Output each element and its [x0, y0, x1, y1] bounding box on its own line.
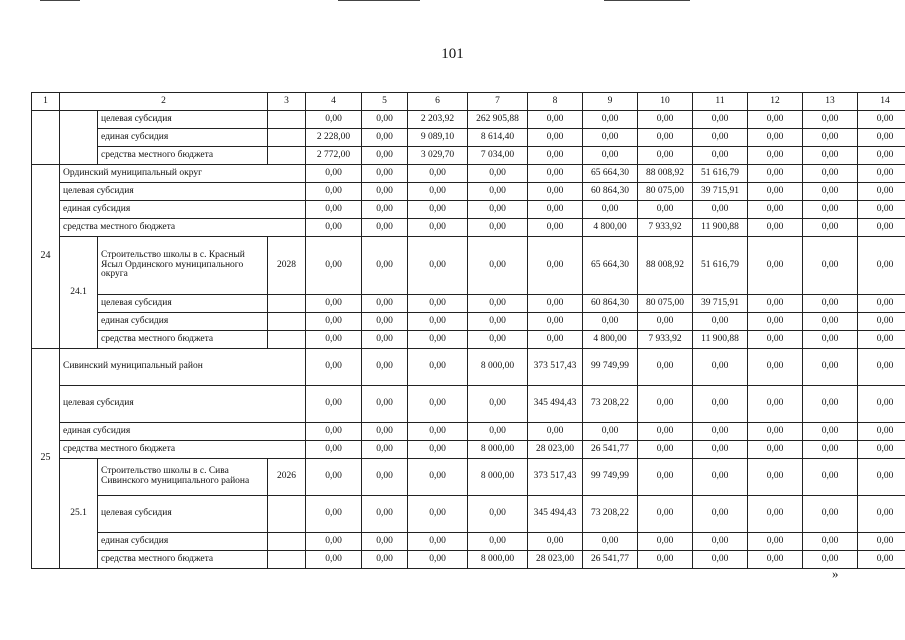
table-row [32, 237, 905, 295]
value-cell: 0,00 [362, 533, 408, 551]
value-cell: 26 541,77 [583, 551, 638, 569]
value-cell: 0,00 [408, 533, 468, 551]
value-cell: 0,00 [693, 441, 748, 459]
table-row [32, 313, 905, 331]
year-cell [268, 331, 306, 349]
header-cell: 12 [748, 93, 803, 111]
value-cell: 0,00 [408, 295, 468, 313]
value-cell: 39 715,91 [693, 183, 748, 201]
value-cell: 0,00 [528, 533, 583, 551]
value-cell: 0,00 [408, 219, 468, 237]
value-cell: 0,00 [362, 441, 408, 459]
value-cell: 0,00 [858, 237, 905, 295]
year-cell [268, 147, 306, 165]
value-cell: 0,00 [748, 295, 803, 313]
value-cell: 28 023,00 [528, 551, 583, 569]
table-row [32, 459, 905, 496]
value-cell: 7 933,92 [638, 219, 693, 237]
value-cell: 0,00 [306, 349, 362, 386]
table-row [32, 219, 905, 237]
value-cell: 0,00 [306, 313, 362, 331]
value-cell: 0,00 [638, 147, 693, 165]
value-cell: 0,00 [408, 551, 468, 569]
value-cell: 0,00 [362, 295, 408, 313]
value-cell: 0,00 [306, 496, 362, 533]
top-rule-right [604, 0, 690, 1]
value-cell: 0,00 [638, 423, 693, 441]
header-cell: 14 [858, 93, 905, 111]
value-cell: 0,00 [803, 496, 858, 533]
value-cell: 0,00 [408, 349, 468, 386]
district-label: единая субсидия [60, 423, 306, 441]
value-cell: 0,00 [638, 129, 693, 147]
header-cell: 8 [528, 93, 583, 111]
value-cell: 0,00 [362, 386, 408, 423]
value-cell: 2 772,00 [306, 147, 362, 165]
value-cell: 0,00 [858, 111, 905, 129]
value-cell: 0,00 [362, 313, 408, 331]
value-cell: 2 228,00 [306, 129, 362, 147]
value-cell: 0,00 [408, 331, 468, 349]
value-cell: 0,00 [693, 459, 748, 496]
value-cell: 345 494,43 [528, 386, 583, 423]
value-cell: 0,00 [468, 165, 528, 183]
value-cell: 8 000,00 [468, 441, 528, 459]
value-cell: 0,00 [748, 183, 803, 201]
value-cell: 0,00 [408, 496, 468, 533]
value-cell: 4 800,00 [583, 331, 638, 349]
header-cell: 1 [32, 93, 60, 111]
year-cell [268, 313, 306, 331]
row-label: средства местного бюджета [98, 331, 268, 349]
district-label: Сивинский муниципальный район [60, 349, 306, 386]
value-cell: 0,00 [803, 111, 858, 129]
value-cell: 0,00 [528, 201, 583, 219]
value-cell: 373 517,43 [528, 459, 583, 496]
value-cell: 0,00 [528, 237, 583, 295]
value-cell: 0,00 [803, 386, 858, 423]
value-cell: 345 494,43 [528, 496, 583, 533]
value-cell: 0,00 [693, 111, 748, 129]
district-label: целевая субсидия [60, 386, 306, 423]
value-cell: 2 203,92 [408, 111, 468, 129]
value-cell: 0,00 [306, 111, 362, 129]
table-row [32, 551, 905, 569]
value-cell: 0,00 [583, 129, 638, 147]
value-cell: 0,00 [748, 313, 803, 331]
value-cell: 0,00 [408, 459, 468, 496]
value-cell: 39 715,91 [693, 295, 748, 313]
value-cell: 0,00 [468, 423, 528, 441]
table-row [32, 496, 905, 533]
header-cell: 5 [362, 93, 408, 111]
value-cell: 0,00 [748, 533, 803, 551]
header-cell: 10 [638, 93, 693, 111]
value-cell: 0,00 [858, 295, 905, 313]
value-cell: 0,00 [468, 201, 528, 219]
value-cell: 0,00 [583, 423, 638, 441]
value-cell: 0,00 [528, 165, 583, 183]
district-label: единая субсидия [60, 201, 306, 219]
closing-quote: » [832, 566, 839, 581]
value-cell: 0,00 [803, 219, 858, 237]
value-cell: 0,00 [803, 441, 858, 459]
value-cell: 0,00 [306, 459, 362, 496]
year-cell: 2026 [268, 459, 306, 496]
value-cell: 0,00 [362, 129, 408, 147]
value-cell: 0,00 [638, 201, 693, 219]
value-cell: 0,00 [306, 165, 362, 183]
value-cell: 0,00 [306, 219, 362, 237]
year-cell [268, 533, 306, 551]
value-cell: 0,00 [693, 386, 748, 423]
value-cell: 0,00 [858, 165, 905, 183]
value-cell: 0,00 [528, 295, 583, 313]
value-cell: 0,00 [362, 551, 408, 569]
row-label: единая субсидия [98, 129, 268, 147]
value-cell: 0,00 [693, 423, 748, 441]
header-cell: 4 [306, 93, 362, 111]
value-cell: 0,00 [362, 496, 408, 533]
value-cell: 0,00 [803, 331, 858, 349]
value-cell: 88 008,92 [638, 237, 693, 295]
value-cell: 88 008,92 [638, 165, 693, 183]
value-cell: 28 023,00 [528, 441, 583, 459]
top-rule-left [40, 0, 80, 1]
value-cell: 0,00 [306, 533, 362, 551]
section-number-cell [32, 111, 60, 165]
value-cell: 0,00 [748, 219, 803, 237]
value-cell: 26 541,77 [583, 441, 638, 459]
year-cell: 2028 [268, 237, 306, 295]
value-cell: 0,00 [858, 349, 905, 386]
project-title: Строительство школы в с. Красный Ясыл Ординского муниципального округа [98, 237, 268, 295]
value-cell: 0,00 [803, 147, 858, 165]
value-cell: 0,00 [468, 237, 528, 295]
year-cell [268, 551, 306, 569]
value-cell: 0,00 [638, 441, 693, 459]
value-cell: 0,00 [858, 219, 905, 237]
value-cell: 0,00 [748, 349, 803, 386]
value-cell: 0,00 [583, 111, 638, 129]
value-cell: 0,00 [693, 129, 748, 147]
value-cell: 0,00 [858, 183, 905, 201]
value-cell: 0,00 [748, 331, 803, 349]
value-cell: 80 075,00 [638, 295, 693, 313]
value-cell: 0,00 [858, 129, 905, 147]
value-cell: 51 616,79 [693, 165, 748, 183]
value-cell: 0,00 [803, 423, 858, 441]
header-cell: 11 [693, 93, 748, 111]
value-cell: 0,00 [748, 147, 803, 165]
value-cell: 0,00 [528, 219, 583, 237]
row-label: средства местного бюджета [98, 551, 268, 569]
budget-table [31, 92, 905, 569]
value-cell: 73 208,22 [583, 496, 638, 533]
value-cell: 0,00 [468, 295, 528, 313]
value-cell: 65 664,30 [583, 165, 638, 183]
value-cell: 0,00 [748, 551, 803, 569]
table-row [32, 295, 905, 313]
value-cell: 0,00 [408, 441, 468, 459]
table-row [32, 441, 905, 459]
subsection-number: 24.1 [60, 237, 98, 349]
value-cell: 0,00 [858, 386, 905, 423]
value-cell: 0,00 [528, 129, 583, 147]
row-label: единая субсидия [98, 313, 268, 331]
year-cell [268, 496, 306, 533]
value-cell: 51 616,79 [693, 237, 748, 295]
value-cell: 99 749,99 [583, 349, 638, 386]
value-cell: 0,00 [693, 551, 748, 569]
value-cell: 0,00 [362, 165, 408, 183]
value-cell: 0,00 [528, 331, 583, 349]
year-cell [268, 111, 306, 129]
value-cell: 0,00 [748, 129, 803, 147]
value-cell: 0,00 [408, 423, 468, 441]
value-cell: 0,00 [306, 237, 362, 295]
value-cell: 0,00 [638, 349, 693, 386]
header-cell: 13 [803, 93, 858, 111]
value-cell: 0,00 [748, 423, 803, 441]
value-cell: 0,00 [693, 349, 748, 386]
value-cell: 0,00 [858, 551, 905, 569]
value-cell: 0,00 [528, 111, 583, 129]
value-cell: 0,00 [693, 201, 748, 219]
table-row [32, 331, 905, 349]
value-cell: 0,00 [306, 295, 362, 313]
value-cell: 8 000,00 [468, 551, 528, 569]
value-cell: 0,00 [528, 423, 583, 441]
value-cell: 0,00 [306, 331, 362, 349]
value-cell: 0,00 [528, 147, 583, 165]
value-cell: 0,00 [803, 237, 858, 295]
value-cell: 0,00 [803, 533, 858, 551]
value-cell: 11 900,88 [693, 219, 748, 237]
table-row [32, 201, 905, 219]
row-label: единая субсидия [98, 533, 268, 551]
value-cell: 11 900,88 [693, 331, 748, 349]
value-cell: 262 905,88 [468, 111, 528, 129]
value-cell: 0,00 [748, 111, 803, 129]
row-label: средства местного бюджета [98, 147, 268, 165]
header-cell: 9 [583, 93, 638, 111]
value-cell: 0,00 [638, 459, 693, 496]
value-cell: 0,00 [468, 313, 528, 331]
district-label: целевая субсидия [60, 183, 306, 201]
value-cell: 0,00 [638, 533, 693, 551]
table-row [32, 147, 905, 165]
table-row [32, 386, 905, 423]
table-row [32, 129, 905, 147]
value-cell: 0,00 [638, 551, 693, 569]
value-cell: 80 075,00 [638, 183, 693, 201]
value-cell: 0,00 [858, 423, 905, 441]
value-cell: 0,00 [408, 165, 468, 183]
value-cell: 0,00 [362, 423, 408, 441]
value-cell: 0,00 [306, 386, 362, 423]
value-cell: 0,00 [583, 533, 638, 551]
row-label: целевая субсидия [98, 295, 268, 313]
row-label: целевая субсидия [98, 111, 268, 129]
value-cell: 8 000,00 [468, 459, 528, 496]
value-cell: 0,00 [803, 201, 858, 219]
value-cell: 0,00 [858, 533, 905, 551]
value-cell: 0,00 [528, 183, 583, 201]
value-cell: 0,00 [748, 165, 803, 183]
value-cell: 0,00 [468, 331, 528, 349]
table-row [32, 183, 905, 201]
value-cell: 0,00 [638, 111, 693, 129]
header-row [32, 93, 905, 111]
value-cell: 0,00 [803, 183, 858, 201]
table-body [32, 111, 905, 569]
top-rule-mid [338, 0, 420, 1]
value-cell: 0,00 [858, 496, 905, 533]
value-cell: 0,00 [362, 237, 408, 295]
value-cell: 0,00 [693, 147, 748, 165]
value-cell: 0,00 [638, 313, 693, 331]
value-cell: 60 864,30 [583, 183, 638, 201]
value-cell: 65 664,30 [583, 237, 638, 295]
table-row [32, 111, 905, 129]
value-cell: 0,00 [583, 147, 638, 165]
value-cell: 0,00 [306, 441, 362, 459]
value-cell: 0,00 [748, 201, 803, 219]
table-row [32, 423, 905, 441]
value-cell: 0,00 [858, 331, 905, 349]
value-cell: 0,00 [362, 349, 408, 386]
value-cell: 0,00 [583, 313, 638, 331]
subsection-number: 25.1 [60, 459, 98, 569]
table-row [32, 165, 905, 183]
value-cell: 0,00 [362, 459, 408, 496]
value-cell: 0,00 [803, 129, 858, 147]
value-cell: 0,00 [306, 201, 362, 219]
header-cell: 7 [468, 93, 528, 111]
value-cell: 9 089,10 [408, 129, 468, 147]
district-label: Ординский муниципальный округ [60, 165, 306, 183]
header-cell: 3 [268, 93, 306, 111]
value-cell: 0,00 [583, 201, 638, 219]
value-cell: 8 000,00 [468, 349, 528, 386]
value-cell: 0,00 [408, 237, 468, 295]
value-cell: 373 517,43 [528, 349, 583, 386]
year-cell [268, 129, 306, 147]
value-cell: 0,00 [408, 386, 468, 423]
value-cell: 0,00 [748, 237, 803, 295]
value-cell: 0,00 [408, 201, 468, 219]
value-cell: 0,00 [858, 441, 905, 459]
value-cell: 0,00 [858, 313, 905, 331]
value-cell: 0,00 [408, 313, 468, 331]
value-cell: 0,00 [638, 386, 693, 423]
table-row [32, 349, 905, 386]
value-cell: 0,00 [858, 201, 905, 219]
value-cell: 0,00 [693, 313, 748, 331]
value-cell: 7 933,92 [638, 331, 693, 349]
value-cell: 0,00 [803, 459, 858, 496]
year-cell [268, 295, 306, 313]
value-cell: 0,00 [803, 295, 858, 313]
value-cell: 0,00 [858, 459, 905, 496]
value-cell: 0,00 [468, 386, 528, 423]
value-cell: 0,00 [748, 459, 803, 496]
project-title: Строительство школы в с. Сива Сивинского муниципального района [98, 459, 268, 496]
value-cell: 0,00 [803, 349, 858, 386]
value-cell: 0,00 [408, 183, 468, 201]
value-cell: 99 749,99 [583, 459, 638, 496]
value-cell: 0,00 [748, 386, 803, 423]
value-cell: 0,00 [748, 496, 803, 533]
value-cell: 0,00 [693, 533, 748, 551]
value-cell: 8 614,40 [468, 129, 528, 147]
value-cell: 0,00 [468, 219, 528, 237]
value-cell: 0,00 [468, 533, 528, 551]
district-label: средства местного бюджета [60, 441, 306, 459]
value-cell: 0,00 [468, 183, 528, 201]
value-cell: 0,00 [362, 147, 408, 165]
page-number: 101 [441, 46, 464, 62]
section-number: 24 [32, 165, 60, 349]
value-cell: 0,00 [803, 313, 858, 331]
value-cell: 0,00 [638, 496, 693, 533]
value-cell: 0,00 [362, 201, 408, 219]
value-cell: 0,00 [468, 496, 528, 533]
value-cell: 0,00 [306, 423, 362, 441]
table-row [32, 533, 905, 551]
value-cell: 4 800,00 [583, 219, 638, 237]
value-cell: 0,00 [362, 111, 408, 129]
value-cell: 0,00 [362, 219, 408, 237]
row-label: целевая субсидия [98, 496, 268, 533]
value-cell: 73 208,22 [583, 386, 638, 423]
value-cell: 0,00 [306, 183, 362, 201]
value-cell: 0,00 [528, 313, 583, 331]
value-cell: 7 034,00 [468, 147, 528, 165]
header-cell: 2 [60, 93, 268, 111]
header-cell: 6 [408, 93, 468, 111]
value-cell: 0,00 [693, 496, 748, 533]
value-cell: 0,00 [306, 551, 362, 569]
value-cell: 0,00 [748, 441, 803, 459]
value-cell: 3 029,70 [408, 147, 468, 165]
value-cell: 0,00 [803, 165, 858, 183]
value-cell: 60 864,30 [583, 295, 638, 313]
subsection-number-cell [60, 111, 98, 165]
value-cell: 0,00 [362, 331, 408, 349]
section-number: 25 [32, 349, 60, 569]
value-cell: 0,00 [803, 551, 858, 569]
value-cell: 0,00 [858, 147, 905, 165]
value-cell: 0,00 [362, 183, 408, 201]
district-label: средства местного бюджета [60, 219, 306, 237]
